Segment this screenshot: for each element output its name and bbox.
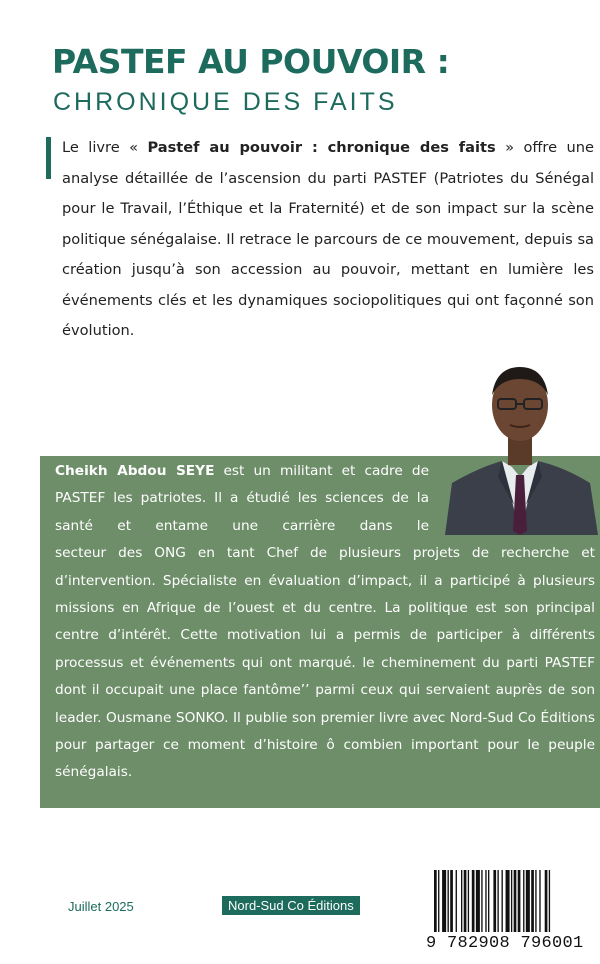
intro-paragraph: [62, 133, 594, 347]
accent-bar: [46, 137, 51, 179]
author-bio: [55, 458, 595, 787]
publisher-label: Nord-Sud Co Éditions: [222, 896, 360, 915]
bio-line-3: santé et entame une carrière dans le: [55, 517, 429, 534]
book-subtitle: CHRONIQUE DES FAITS: [53, 88, 398, 116]
publication-date: Juillet 2025: [68, 899, 134, 914]
book-title: PASTEF AU POUVOIR :: [52, 42, 450, 81]
isbn-digits: 9 782908 796001: [426, 934, 584, 953]
bio-rest: secteur des ONG en tant Chef de plusieurs projets de recherche et d’intervention. Spécialiste en évaluation d’impact, il a participé à plusieurs missions en Afrique de l’ouest et du centre. La politique est son principal centre d’intérêt. Cette motivation lui a permis de participer à différents processus et événements qui ont marqué. le cheminement du parti PASTEF dont il occupait une place fantôme’’ parmi ceux qui servaient auprès de son leader. Ousmane SONKO. Il publie son premier livre avec Nord-Sud Co Éditions pour partager ce moment d’histoire ô combien important pour le peuple sénégalais.: [55, 545, 595, 781]
intro-body: » offre une analyse détaillée de l’ascension du parti PASTEF (Patriotes du Sénégal pour le Travail, l’Éthique et la Fraternité) et de son impact sur la scène politique sénégalaise. Il retrace le parcours de ce mouvement, depuis sa création jusqu’à son accession au pouvoir, mettant en lumière les événements clés et les dynamiques sociopolitiques qui ont façonné son évolution.: [62, 139, 594, 339]
bio-line-1-rest: est un militant et cadre de: [214, 463, 429, 479]
bio-line-2: PASTEF les patriotes. Il a étudié les sciences de la: [55, 490, 429, 507]
intro-book-title: Pastef au pouvoir : chronique des faits: [147, 139, 496, 156]
intro-lead: Le livre «: [62, 139, 148, 156]
author-name: Cheikh Abdou SEYE: [55, 463, 215, 479]
bio-line-1: [55, 458, 429, 485]
